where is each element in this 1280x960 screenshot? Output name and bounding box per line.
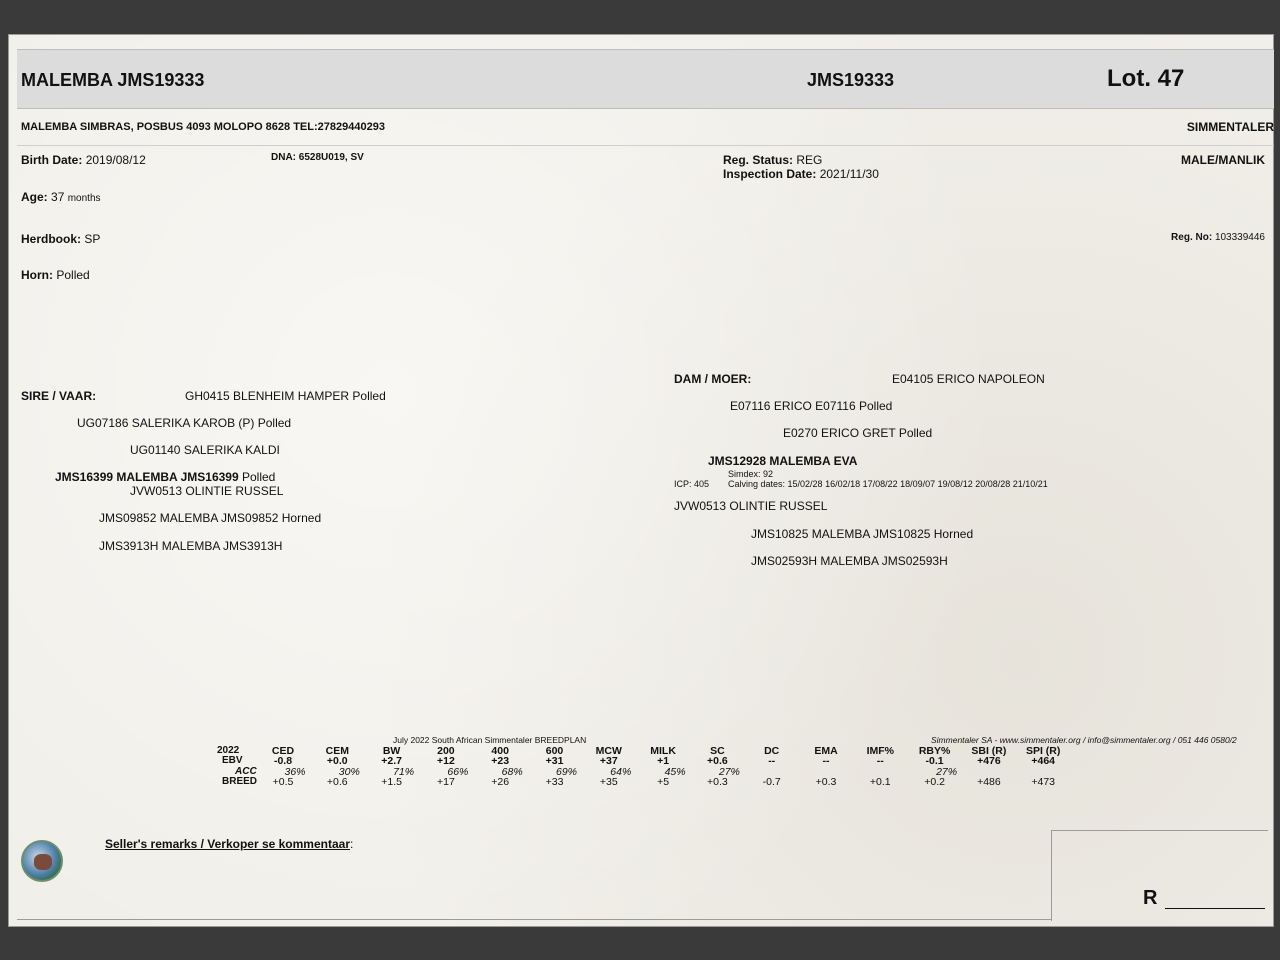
- owner-band: [17, 109, 1274, 146]
- sire-dam-sire: JVW0513 OLINTIE RUSSEL: [130, 484, 284, 498]
- seller-remarks: Seller's remarks / Verkoper se kommentaar:: [105, 837, 354, 851]
- ebv-value-bw: +2.7: [381, 755, 402, 767]
- ebv-header-sc: SC: [710, 745, 725, 757]
- dna-info: DNA: 6528U019, SV: [271, 152, 364, 163]
- sire-sire: UG07186 SALERIKA KAROB (P) Polled: [77, 416, 292, 430]
- lot-number: Lot. 47: [1107, 65, 1185, 92]
- ebv-value-sc: +0.6: [707, 755, 728, 767]
- ebv-header-rby: RBY%: [918, 745, 951, 757]
- breed-name: SIMMENTALER: [1186, 120, 1274, 134]
- breed-average-rby: +0.2: [924, 776, 945, 788]
- ebv-year: 2022: [217, 745, 240, 756]
- breed-average-cem: +0.6: [326, 776, 348, 788]
- dam-sire-sire: E04105 ERICO NAPOLEON: [892, 372, 1045, 386]
- ebv-accuracy-cem: 30%: [338, 766, 360, 778]
- ebv-accuracy-sc: 27%: [718, 766, 740, 778]
- breed-average-mcw: +35: [599, 776, 618, 788]
- catalogue-page: [8, 34, 1274, 927]
- dam-sire-dam: E0270 ERICO GRET Polled: [783, 426, 933, 440]
- sire: JMS16399 MALEMBA JMS16399 Polled: [55, 470, 276, 484]
- ebv-value-ema: --: [822, 755, 830, 767]
- simdex: Simdex: 92: [728, 469, 774, 479]
- ebv-accuracy-mcw: 64%: [610, 766, 632, 778]
- ebv-value-ced: -0.8: [273, 755, 293, 767]
- breed-average-bw: +1.5: [381, 776, 402, 788]
- remarks-divider: [17, 919, 1052, 920]
- inspection-date: Inspection Date: 2021/11/30: [723, 167, 879, 181]
- reg-status: Reg. Status: REG: [723, 153, 823, 167]
- sire-dam-dam: JMS3913H MALEMBA JMS3913H: [99, 539, 283, 553]
- dam-label: DAM / MOER:: [674, 372, 752, 386]
- ebv-value-cem: +0.0: [326, 755, 348, 767]
- ebv-header-200: 200: [437, 745, 455, 757]
- animal-name: MALEMBA JMS19333: [21, 70, 205, 90]
- calving-dates: Calving dates: 15/02/28 16/02/18 17/08/22 18/09/07 19/08/12 20/08/28 21/10/21: [728, 479, 1048, 489]
- ebv-header-600: 600: [545, 745, 564, 757]
- ebv-value-600: +31: [545, 755, 564, 767]
- breed-average-ema: +0.3: [815, 776, 837, 788]
- horn-status: Horn: Polled: [21, 268, 90, 282]
- ebv-accuracy-rby: 27%: [936, 766, 958, 778]
- sire-sire-dam: UG01140 SALERIKA KALDI: [130, 443, 280, 457]
- ebv-header-milk: MILK: [650, 745, 676, 757]
- ebv-accuracy-ced: 36%: [284, 766, 306, 778]
- breedplan-title: July 2022 South African Simmentaler BREEDPLAN: [393, 735, 587, 745]
- logo-emblem: [34, 854, 52, 870]
- birth-date: Birth Date: 2019/08/12: [21, 153, 146, 167]
- simmentaler-logo: [21, 840, 63, 882]
- breed-average-milk: +5: [657, 776, 670, 788]
- sex: MALE/MANLIK: [1181, 153, 1265, 167]
- breed-average-ced: +0.5: [272, 776, 294, 788]
- ebv-accuracy-400: 68%: [501, 766, 523, 778]
- breed-average-600: +33: [545, 776, 564, 788]
- ebv-header-bw: BW: [382, 745, 401, 757]
- ebv-row-label: EBV: [222, 755, 243, 766]
- ebv-value-dc: --: [768, 755, 776, 767]
- herdbook: Herdbook: SP: [21, 232, 101, 246]
- ebv-accuracy-600: 69%: [555, 766, 577, 778]
- price-prefix: R: [1143, 887, 1158, 909]
- ebv-value-milk: +1: [657, 755, 670, 767]
- dam-dam-sire: JVW0513 OLINTIE RUSSEL: [674, 499, 828, 513]
- icp: ICP: 405: [674, 479, 710, 489]
- breed-average-spir: +473: [1031, 776, 1056, 788]
- animal-id: JMS19333: [807, 70, 895, 90]
- ebv-header-ced: CED: [271, 745, 295, 757]
- ebv-header-cem: CEM: [325, 745, 349, 757]
- breed-row-label: BREED: [222, 776, 258, 787]
- ebv-value-mcw: +37: [599, 755, 618, 767]
- dam: JMS12928 MALEMBA EVA: [708, 454, 858, 468]
- ebv-header-400: 400: [491, 745, 509, 757]
- sire-label: SIRE / VAAR:: [21, 389, 97, 403]
- reg-number: Reg. No: 103339446: [1171, 232, 1265, 243]
- ebv-header-imf: IMF%: [866, 745, 894, 757]
- ebv-header-sbir: SBI (R): [971, 745, 1007, 757]
- ebv-accuracy-milk: 45%: [664, 766, 686, 778]
- header-band: [17, 49, 1274, 109]
- breed-average-imf: +0.1: [869, 776, 891, 788]
- age: Age: 37 months: [21, 190, 101, 204]
- breed-average-sbir: +486: [977, 776, 1001, 788]
- dam-dam-dam: JMS02593H MALEMBA JMS02593H: [751, 554, 948, 568]
- ebv-accuracy-200: 66%: [447, 766, 469, 778]
- ebv-value-imf: --: [876, 755, 884, 767]
- ebv-value-spir: +464: [1031, 755, 1056, 767]
- ebv-accuracy-bw: 71%: [393, 766, 415, 778]
- breed-average-200: +17: [436, 776, 455, 788]
- sire-dam: JMS09852 MALEMBA JMS09852 Horned: [99, 511, 322, 525]
- ebv-header-spir: SPI (R): [1025, 745, 1061, 757]
- ebv-value-rby: -0.1: [925, 755, 944, 767]
- ebv-value-400: +23: [491, 755, 510, 767]
- dam-dam: JMS10825 MALEMBA JMS10825 Horned: [751, 527, 974, 541]
- breedplan-contact: Simmentaler SA - www.simmentaler.org / info@simmentaler.org / 051 446 0580/2: [931, 735, 1237, 745]
- ebv-value-200: +12: [436, 755, 455, 767]
- sire-sire-sire: GH0415 BLENHEIM HAMPER Polled: [185, 389, 386, 403]
- owner-address: MALEMBA SIMBRAS, POSBUS 4093 MOLOPO 8628 TEL:27829440293: [21, 121, 385, 133]
- ebv-header-dc: DC: [764, 745, 780, 757]
- breed-average-400: +26: [491, 776, 510, 788]
- price-field[interactable]: [1165, 908, 1265, 909]
- breed-average-sc: +0.3: [707, 776, 728, 788]
- ebv-value-sbir: +476: [977, 755, 1001, 767]
- dam-sire: E07116 ERICO E07116 Polled: [730, 399, 893, 413]
- ebv-header-mcw: MCW: [595, 745, 622, 757]
- breed-average-dc: -0.7: [762, 776, 781, 788]
- ebv-header-ema: EMA: [814, 745, 838, 757]
- acc-row-label: ACC: [235, 766, 257, 777]
